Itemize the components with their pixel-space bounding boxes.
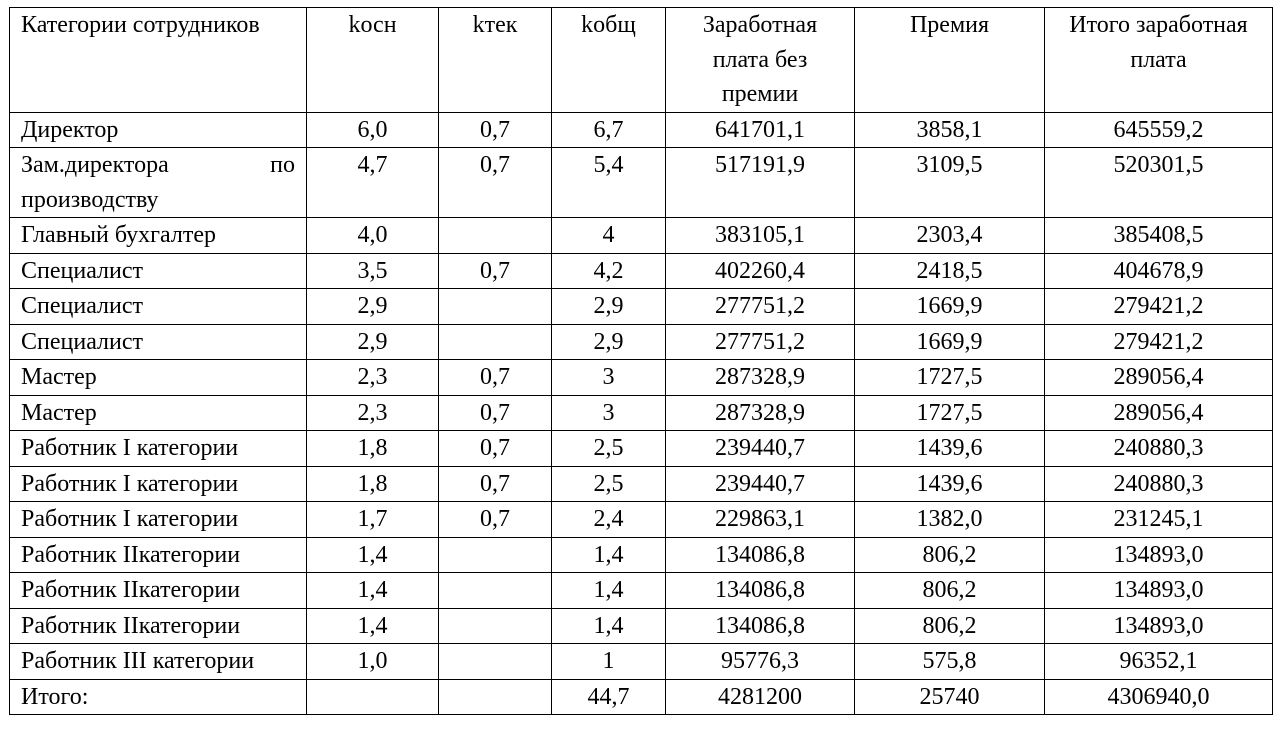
- cell-base-salary: 134086,8: [666, 537, 855, 573]
- header-total-salary: Итого заработная плата: [1045, 8, 1273, 113]
- table-row: [10, 537, 1273, 573]
- cell-category: Работник IIкатегории: [10, 608, 307, 644]
- cell-bonus: 806,2: [855, 608, 1045, 644]
- cell-kobsh: 3: [552, 360, 666, 396]
- cell-base-salary: 4281200: [666, 679, 855, 715]
- cell-kobsh: 5,4: [552, 148, 666, 218]
- table-row: [10, 218, 1273, 254]
- cell-kosn: 1,4: [307, 537, 439, 573]
- cell-base-salary: 134086,8: [666, 573, 855, 609]
- cell-kosn: 6,0: [307, 112, 439, 148]
- cell-category: Работник IIкатегории: [10, 537, 307, 573]
- cell-total-salary: 240880,3: [1045, 466, 1273, 502]
- cell-ktek: [439, 289, 552, 325]
- cell-kosn: 1,8: [307, 466, 439, 502]
- cell-kosn: 2,3: [307, 360, 439, 396]
- cell-total-salary: 279421,2: [1045, 324, 1273, 360]
- cell-total-salary: 134893,0: [1045, 537, 1273, 573]
- cell-kobsh: 2,5: [552, 466, 666, 502]
- cell-base-salary: 402260,4: [666, 253, 855, 289]
- cell-base-salary: 239440,7: [666, 466, 855, 502]
- cell-ktek: [439, 573, 552, 609]
- cell-kosn: 1,0: [307, 644, 439, 680]
- cell-bonus: 3858,1: [855, 112, 1045, 148]
- cell-bonus: 25740: [855, 679, 1045, 715]
- cell-total-salary: 240880,3: [1045, 431, 1273, 467]
- cell-category: Мастер: [10, 395, 307, 431]
- cell-kosn: 1,4: [307, 608, 439, 644]
- cell-bonus: 1727,5: [855, 395, 1045, 431]
- cell-kosn: [307, 679, 439, 715]
- cell-bonus: 575,8: [855, 644, 1045, 680]
- cell-category: Работник I категории: [10, 466, 307, 502]
- cell-ktek: [439, 608, 552, 644]
- cell-category: Работник IIкатегории: [10, 573, 307, 609]
- cell-bonus: 1439,6: [855, 466, 1045, 502]
- table-row: [10, 360, 1273, 396]
- header-base-salary: Заработная плата без премии: [666, 8, 855, 113]
- table-row: [10, 324, 1273, 360]
- cell-kobsh: 44,7: [552, 679, 666, 715]
- cell-kobsh: 2,5: [552, 431, 666, 467]
- table-header-row: [10, 8, 1273, 113]
- cell-kobsh: 1: [552, 644, 666, 680]
- cell-base-salary: 229863,1: [666, 502, 855, 538]
- cell-kosn: 2,9: [307, 289, 439, 325]
- cell-kobsh: 2,9: [552, 289, 666, 325]
- cell-kobsh: 4,2: [552, 253, 666, 289]
- cell-category: Специалист: [10, 324, 307, 360]
- table-row: [10, 112, 1273, 148]
- cell-total-salary: 134893,0: [1045, 608, 1273, 644]
- table-row: [10, 253, 1273, 289]
- header-bonus: Премия: [855, 8, 1045, 113]
- cell-total-salary: 4306940,0: [1045, 679, 1273, 715]
- cell-total-salary: 645559,2: [1045, 112, 1273, 148]
- header-ktek: kтек: [439, 8, 552, 113]
- cell-bonus: 806,2: [855, 537, 1045, 573]
- cell-base-salary: 277751,2: [666, 289, 855, 325]
- cell-category: Зам.директора по производству: [10, 148, 307, 218]
- cell-ktek: 0,7: [439, 431, 552, 467]
- cell-kobsh: 1,4: [552, 608, 666, 644]
- cell-total-salary: 289056,4: [1045, 360, 1273, 396]
- cell-ktek: 0,7: [439, 502, 552, 538]
- cell-kobsh: 1,4: [552, 537, 666, 573]
- table-row: [10, 608, 1273, 644]
- table-row: [10, 289, 1273, 325]
- table-row: [10, 395, 1273, 431]
- salary-table: [9, 7, 1273, 715]
- cell-kobsh: 1,4: [552, 573, 666, 609]
- cell-kobsh: 2,4: [552, 502, 666, 538]
- table-totals-row: [10, 679, 1273, 715]
- cell-kobsh: 3: [552, 395, 666, 431]
- header-category: Категории сотрудников: [10, 8, 307, 113]
- cell-kobsh: 6,7: [552, 112, 666, 148]
- cell-base-salary: 383105,1: [666, 218, 855, 254]
- cell-kosn: 1,8: [307, 431, 439, 467]
- cell-bonus: 806,2: [855, 573, 1045, 609]
- cell-base-salary: 277751,2: [666, 324, 855, 360]
- cell-base-salary: 641701,1: [666, 112, 855, 148]
- salary-table-body: [10, 8, 1273, 715]
- cell-category: Мастер: [10, 360, 307, 396]
- cell-base-salary: 95776,3: [666, 644, 855, 680]
- cell-bonus: 3109,5: [855, 148, 1045, 218]
- cell-total-salary: 279421,2: [1045, 289, 1273, 325]
- cell-total-salary: 520301,5: [1045, 148, 1273, 218]
- cell-category: Работник I категории: [10, 431, 307, 467]
- cell-kobsh: 2,9: [552, 324, 666, 360]
- cell-category: Работник III категории: [10, 644, 307, 680]
- cell-ktek: 0,7: [439, 360, 552, 396]
- table-row: [10, 148, 1273, 218]
- cell-category: Специалист: [10, 253, 307, 289]
- cell-bonus: 1669,9: [855, 289, 1045, 325]
- cell-kosn: 3,5: [307, 253, 439, 289]
- table-row: [10, 431, 1273, 467]
- cell-ktek: 0,7: [439, 466, 552, 502]
- cell-total-salary: 289056,4: [1045, 395, 1273, 431]
- cell-ktek: [439, 218, 552, 254]
- cell-kosn: 4,0: [307, 218, 439, 254]
- cell-kosn: 1,7: [307, 502, 439, 538]
- cell-base-salary: 517191,9: [666, 148, 855, 218]
- table-row: [10, 573, 1273, 609]
- cell-bonus: 2303,4: [855, 218, 1045, 254]
- cell-kosn: 4,7: [307, 148, 439, 218]
- cell-kosn: 1,4: [307, 573, 439, 609]
- cell-total-salary: 231245,1: [1045, 502, 1273, 538]
- cell-ktek: [439, 324, 552, 360]
- cell-ktek: 0,7: [439, 112, 552, 148]
- cell-ktek: [439, 644, 552, 680]
- cell-bonus: 1439,6: [855, 431, 1045, 467]
- cell-bonus: 2418,5: [855, 253, 1045, 289]
- cell-bonus: 1727,5: [855, 360, 1045, 396]
- table-row: [10, 502, 1273, 538]
- cell-total-salary: 134893,0: [1045, 573, 1273, 609]
- cell-bonus: 1669,9: [855, 324, 1045, 360]
- cell-total-salary: 385408,5: [1045, 218, 1273, 254]
- cell-base-salary: 239440,7: [666, 431, 855, 467]
- cell-kosn: 2,9: [307, 324, 439, 360]
- cell-ktek: 0,7: [439, 253, 552, 289]
- cell-base-salary: 287328,9: [666, 395, 855, 431]
- cell-ktek: [439, 537, 552, 573]
- cell-base-salary: 134086,8: [666, 608, 855, 644]
- cell-ktek: [439, 679, 552, 715]
- cell-total-salary: 404678,9: [1045, 253, 1273, 289]
- header-kosn: kосн: [307, 8, 439, 113]
- table-row: [10, 466, 1273, 502]
- cell-category: Директор: [10, 112, 307, 148]
- cell-total-salary: 96352,1: [1045, 644, 1273, 680]
- cell-ktek: 0,7: [439, 148, 552, 218]
- table-row: [10, 644, 1273, 680]
- cell-base-salary: 287328,9: [666, 360, 855, 396]
- cell-category: Итого:: [10, 679, 307, 715]
- header-kobsh: kобщ: [552, 8, 666, 113]
- cell-category: Работник I категории: [10, 502, 307, 538]
- cell-bonus: 1382,0: [855, 502, 1045, 538]
- cell-category: Специалист: [10, 289, 307, 325]
- cell-category: Главный бухгалтер: [10, 218, 307, 254]
- cell-kosn: 2,3: [307, 395, 439, 431]
- cell-ktek: 0,7: [439, 395, 552, 431]
- cell-kobsh: 4: [552, 218, 666, 254]
